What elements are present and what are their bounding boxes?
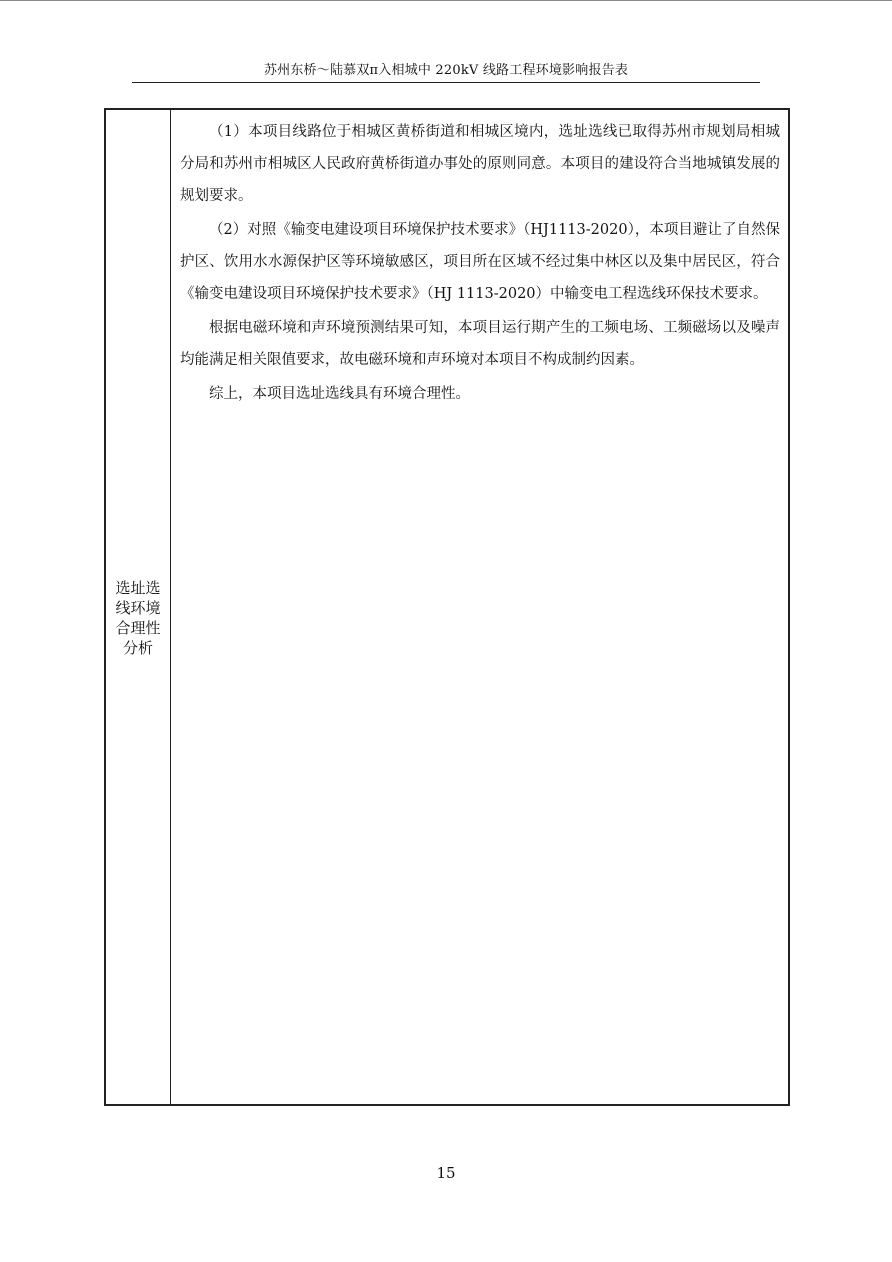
header-rule xyxy=(132,82,760,83)
analysis-table xyxy=(104,108,790,1106)
table-content-cell xyxy=(172,110,780,1104)
document-header-title: 苏州东桥～陆慕双π入相城中 220kV 线路工程环境影响报告表 xyxy=(263,63,629,78)
paragraph-site-planning: （1）本项目线路位于相城区黄桥街道和相城区境内，选址选线已取得苏州市规划局相城分局和苏州市相城区人民政府黄桥街道办事处的原则同意。本项目的建设符合当地城镇发展的规划要求。 xyxy=(180,124,780,204)
table-label-cell xyxy=(106,110,171,1104)
page-number: 15 xyxy=(436,1164,456,1182)
table-label: 选址选线环境合理性分析 xyxy=(115,579,161,657)
page-top-border xyxy=(0,0,892,1)
paragraph-conclusion: 综上，本项目选址选线具有环境合理性。 xyxy=(209,386,470,402)
paragraph-prediction-results: 根据电磁环境和声环境预测结果可知，本项目运行期产生的工频电场、工频磁场以及噪声均能满足相关限值要求，故电磁环境和声环境对本项目不构成制约因素。 xyxy=(180,320,780,368)
paragraph-technical-requirements: （2）对照《输变电建设项目环境保护技术要求》（HJ1113-2020），本项目避让了自然保护区、饮用水水源保护区等环境敏感区，项目所在区域不经过集中林区以及集中居民区，符合《输变电建设项目环境保护技术要求》（HJ 1113-2020）中输变电工程选线环保技术要求。 xyxy=(180,222,780,302)
